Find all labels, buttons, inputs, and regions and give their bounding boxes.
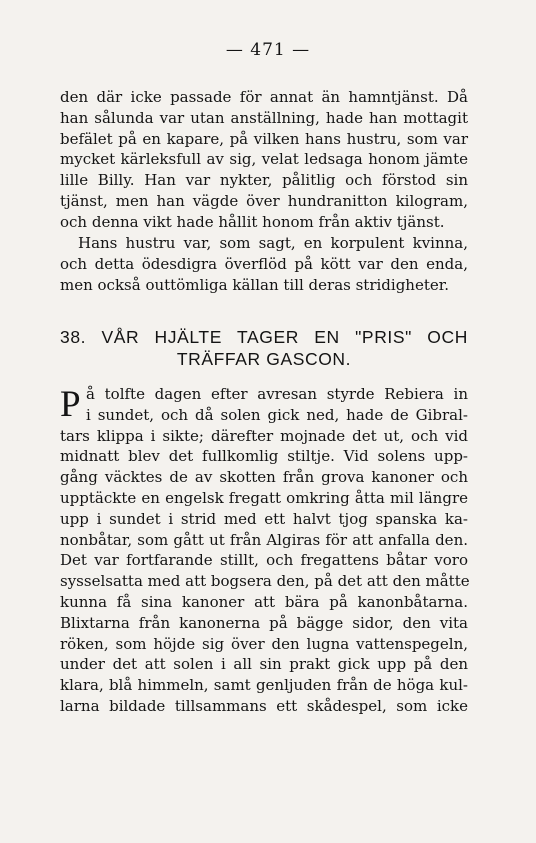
paragraph-3 [60, 384, 468, 717]
text-line: mycket kärleksfull av sig, velat ledsaga honom jämte [60, 150, 468, 169]
text-line: upp i sundet i strid med ett halvt tjog spanska ka- [60, 509, 468, 528]
text-line: och denna vikt hade hållit honom från aktiv tjänst. [60, 212, 445, 231]
chapter-heading [60, 326, 468, 370]
text-line: han sålunda var utan anställning, hade han mottagit [60, 108, 468, 127]
text-line: gång väcktes de av skotten från grova kanoner och [60, 468, 468, 487]
text-line: midnatt blev det fullkomlig stiltje. Vid solens upp- [60, 447, 468, 466]
text-line: larna bildade tillsammans ett skådespel, som icke [60, 696, 468, 715]
text-line: Det var fortfarande stillt, och fregattens båtar voro [60, 551, 468, 570]
text-line: röken, som höjde sig över den lugna vattenspegeln, [60, 634, 468, 653]
paragraph-2 [60, 233, 468, 295]
text-line: upptäckte en engelsk fregatt omkring åtta mil längre [60, 488, 468, 507]
drop-cap: P [60, 384, 81, 425]
text-line: men också outtömliga källan till deras stridigheter. [60, 275, 450, 294]
text-line: den där icke passade för annat än hamntjänst. Då [60, 88, 468, 106]
chapter-heading-line-1: 38. VÅR HJÄLTE TAGER EN "PRIS" OCH [60, 327, 468, 347]
text-line: sysselsatta med att bogsera den, på det att den måtte [60, 572, 470, 591]
text-line: kunna få sina kanoner att bära på kanonbåtarna. [60, 592, 468, 611]
text-line: nonbåtar, som gått ut från Algiras för att anfalla den. [60, 530, 468, 549]
text-line: under det att solen i all sin prakt gick upp på den [60, 655, 468, 674]
text-line: Hans hustru var, som sagt, en korpulent kvinna, [78, 234, 468, 252]
text-line: å tolfte dagen efter avresan styrde Rebiera in [86, 385, 468, 403]
text-line: i sundet, och då solen gick ned, hade de Gibral- [86, 405, 468, 424]
page-number: — 471 — [225, 40, 311, 60]
paragraph-1 [60, 87, 468, 233]
text-line: tjänst, men han vägde över hundranitton kilogram, [60, 191, 468, 210]
text-line: befälet på en kapare, på vilken hans hustru, som var [60, 129, 468, 148]
text-line: och detta ödesdigra överflöd på kött var den enda, [60, 254, 468, 273]
text-line: tars klippa i sikte; därefter mojnade det ut, och vid [60, 426, 468, 445]
text-line: lille Billy. Han var nykter, pålitlig och förstod sin [60, 171, 468, 190]
text-line: klara, blå himmeln, samt genljuden från de höga kul- [60, 676, 468, 695]
text-line: Blixtarna från kanonerna på bägge sidor, den vita [60, 613, 468, 632]
chapter-heading-line-2: TRÄFFAR GASCON. [176, 349, 352, 369]
